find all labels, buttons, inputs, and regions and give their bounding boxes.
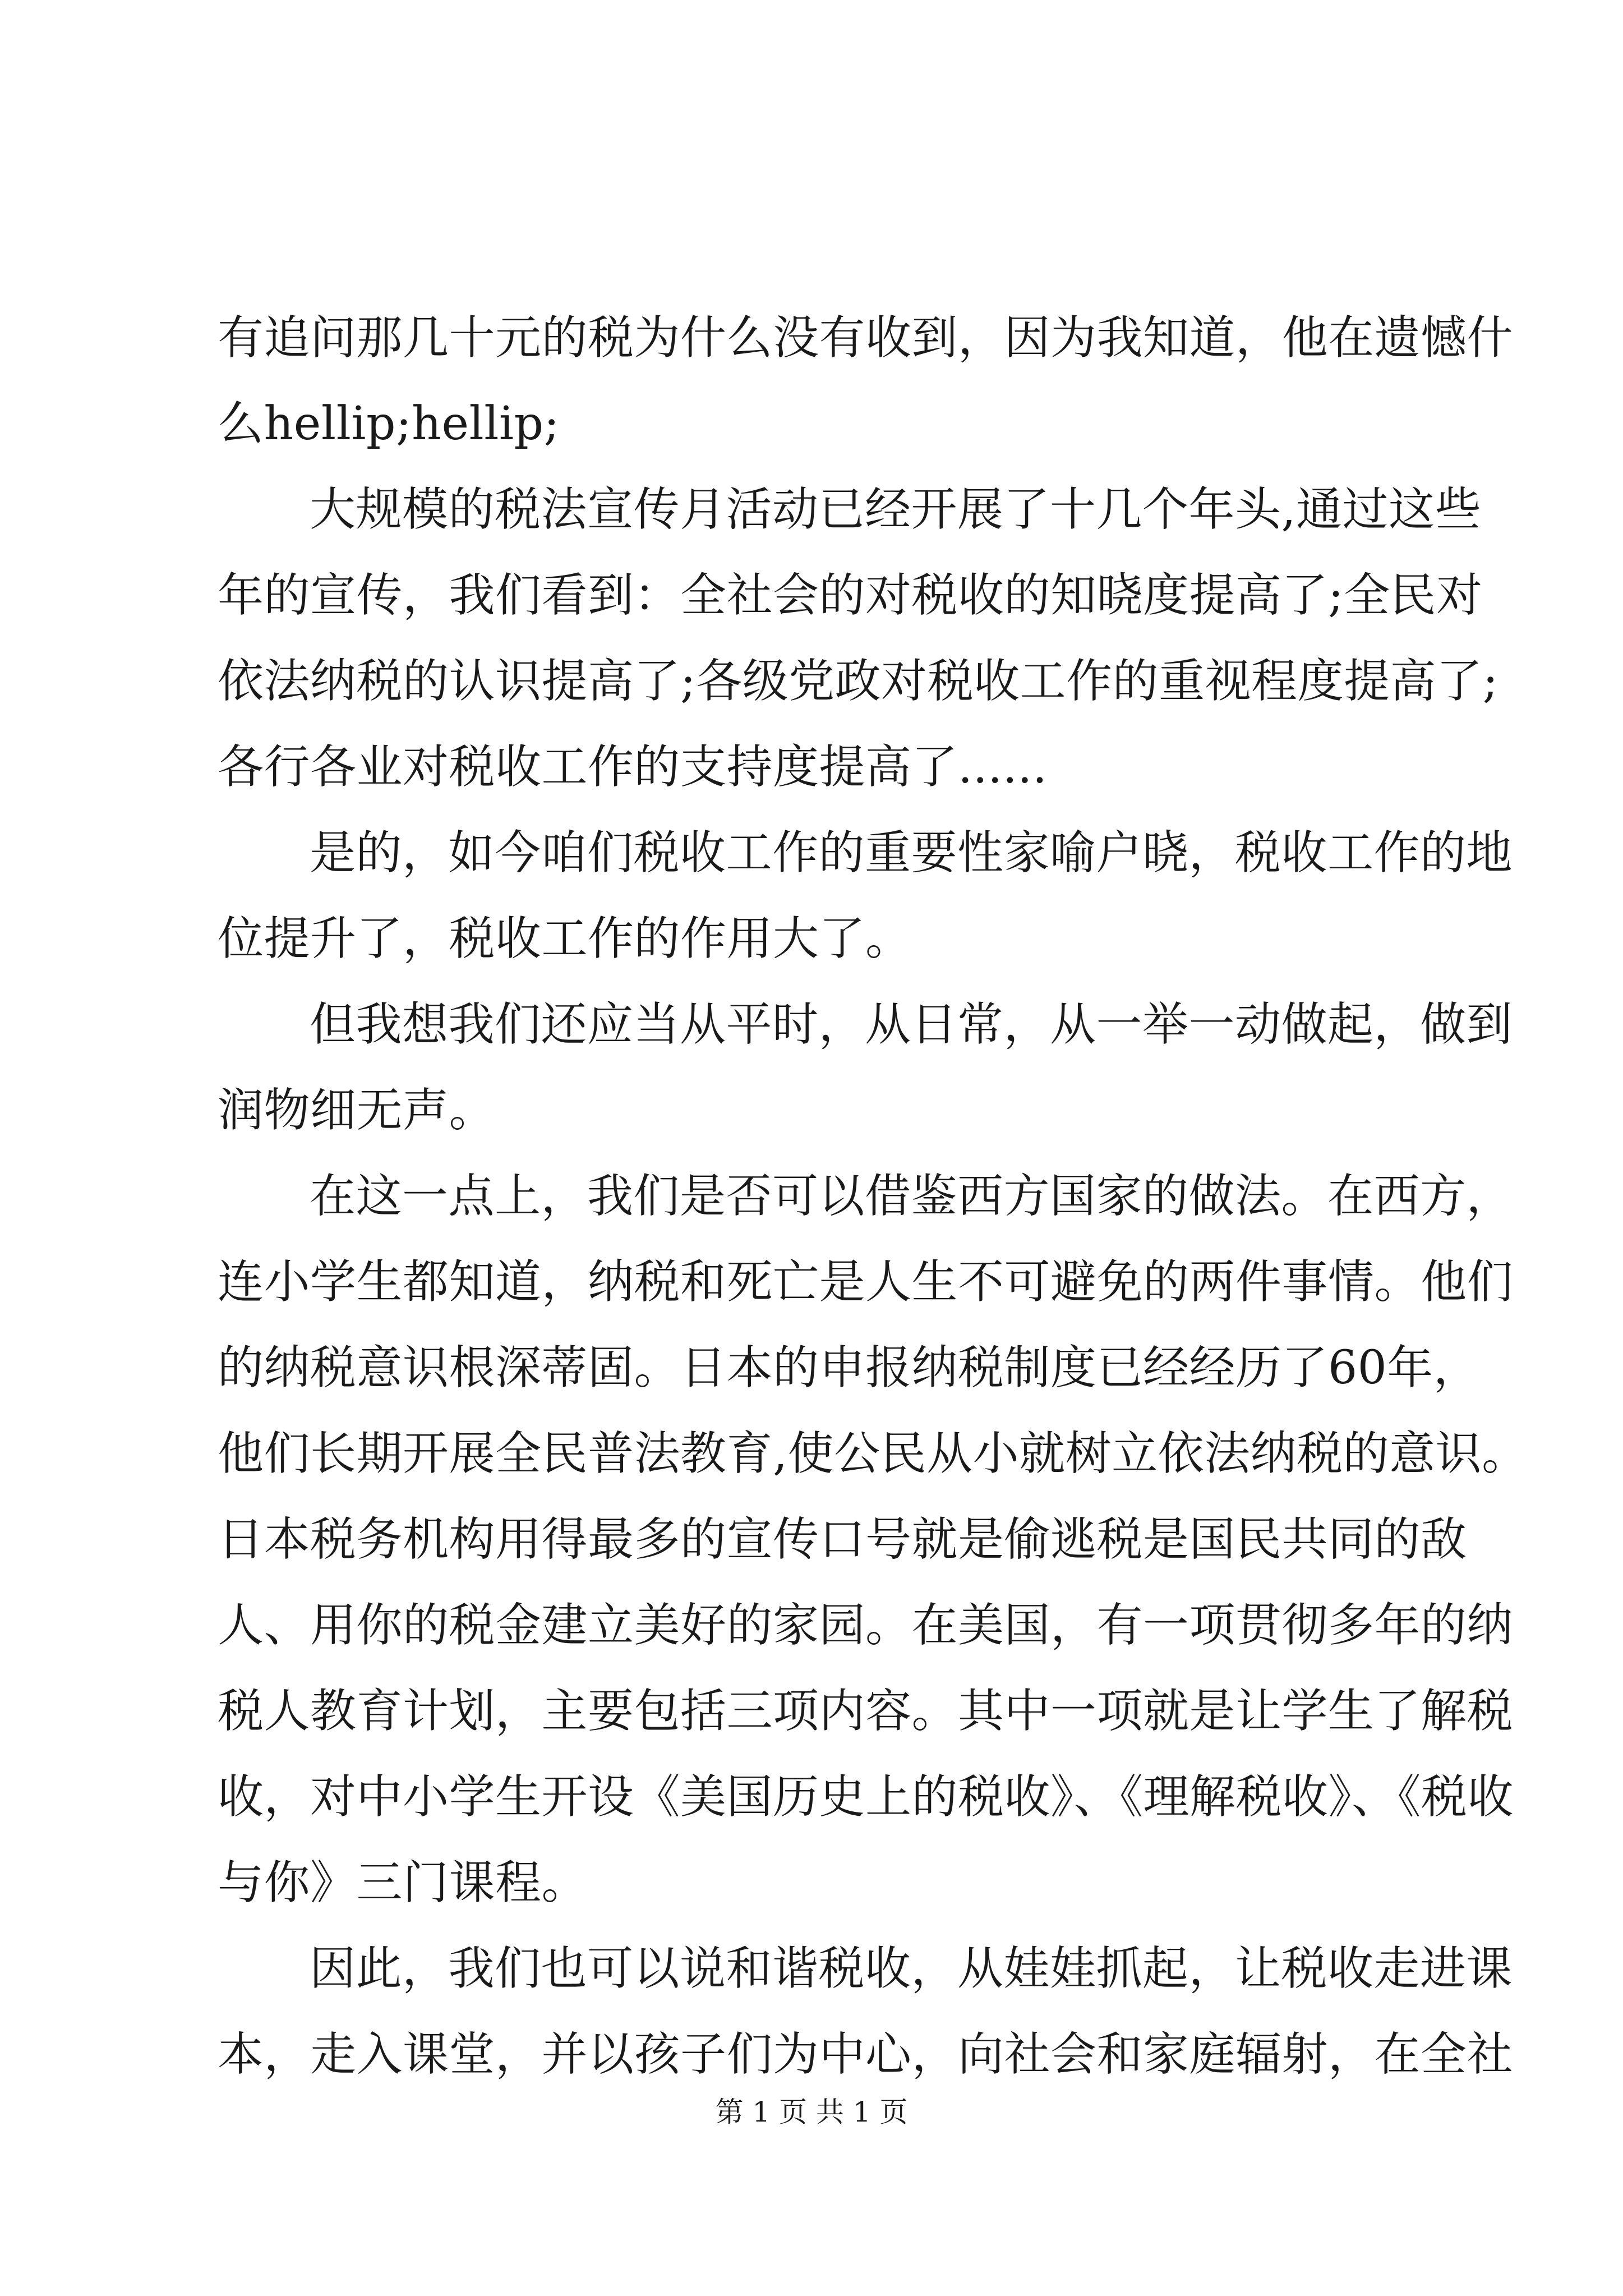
paragraph-first-line: 在这一点上，我们是否可以借鉴西方国家的做法。在西方， bbox=[310, 1170, 1513, 1223]
paragraph-first-line: 但我想我们还应当从平时，从日常，从一举一动做起，做到 bbox=[310, 998, 1513, 1051]
document-body bbox=[218, 295, 1528, 2097]
text-line: 年的宣传，我们看到：全社会的对税收的知晓度提高了;全民对 bbox=[218, 569, 1483, 622]
text-line: 么hellip;hellip; bbox=[218, 397, 560, 450]
text-line: 润物细无声。 bbox=[218, 1084, 496, 1137]
paragraph-first-line: 大规模的税法宣传月活动已经开展了十几个年头,通过这些 bbox=[310, 483, 1482, 536]
paragraph-first-line: 是的，如今咱们税收工作的重要性家喻户晓，税收工作的地 bbox=[310, 826, 1513, 880]
page-footer: 第 1 页 共 1 页 bbox=[715, 2096, 908, 2128]
text-line: 的纳税意识根深蒂固。日本的申报纳税制度已经经历了60年， bbox=[218, 1341, 1480, 1395]
text-line: 日本税务机构用得最多的宣传口号就是偷逃税是国民共同的敌 bbox=[218, 1513, 1467, 1566]
text-line: 连小学生都知道，纳税和死亡是人生不可避免的两件事情。他们 bbox=[218, 1255, 1514, 1309]
text-line: 人、用你的税金建立美好的家园。在美国，有一项贯彻多年的纳 bbox=[218, 1599, 1514, 1652]
text-line: 有追问那几十元的税为什么没有收到，因为我知道，他在遗憾什 bbox=[218, 311, 1514, 365]
text-line: 他们长期开展全民普法教育,使公民从小就树立依法纳税的意识。 bbox=[218, 1427, 1528, 1480]
text-line: 本，走入课堂，并以孩子们为中心，向社会和家庭辐射，在全社 bbox=[218, 2028, 1514, 2081]
paragraph-first-line: 因此，我们也可以说和谐税收，从娃娃抓起，让税收走进课 bbox=[310, 1942, 1513, 1995]
text-line: 位提升了，税收工作的作用大了。 bbox=[218, 912, 912, 965]
text-line: 与你》三门课程。 bbox=[218, 1856, 588, 1910]
text-line: 税人教育计划，主要包括三项内容。其中一项就是让学生了解税 bbox=[218, 1685, 1514, 1738]
text-line: 各行各业对税收工作的支持度提高了...... bbox=[218, 740, 1048, 794]
text-line: 依法纳税的认识提高了;各级党政对税收工作的重视程度提高了; bbox=[218, 655, 1498, 708]
text-line: 收，对中小学生开设《美国历史上的税收》、《理解税收》、《税收 bbox=[218, 1770, 1514, 1824]
